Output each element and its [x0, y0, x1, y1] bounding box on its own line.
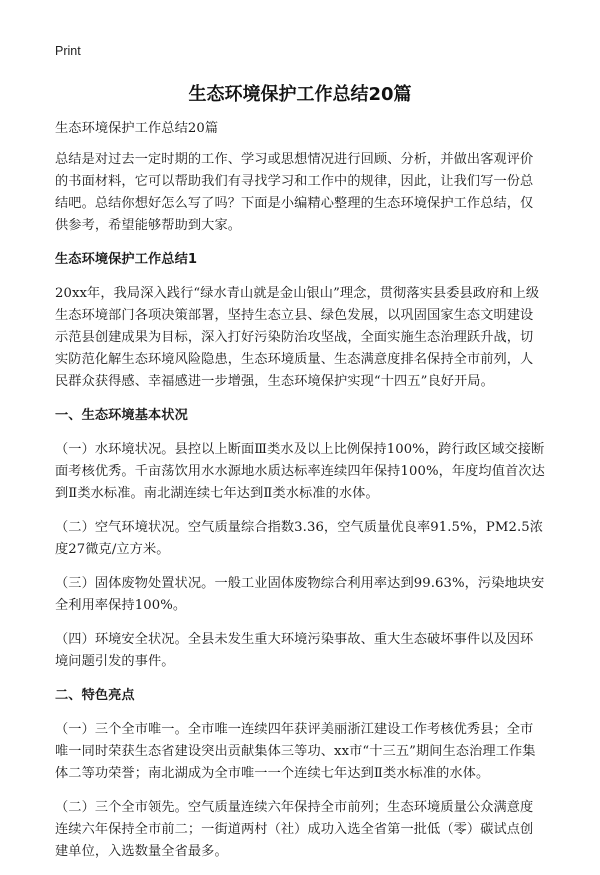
list-item: （二）三个全市领先。空气质量连续六年保持全市前列；生态环境质量公众满意度连续六年保持全市前二；一街道两村（社）成功入选全省第一批低（零）碳试点创建单位，入选数量全省最多。	[55, 800, 534, 859]
list-item: （四）环境安全状况。全县未发生重大环境污染事故、重大生态破坏事件以及因环境问题引发的事件。	[55, 632, 534, 669]
subsection-heading: 二、特色亮点	[55, 688, 135, 703]
intro-paragraph: 总结是对过去一定时期的工作、学习或思想情况进行回顾、分析，并做出客观评价的书面材料，它可以帮助我们有寻找学习和工作中的规律，因此，让我们写一份总结吧。总结你想好怎么写了吗？下面是小编精心整理的生态环境保护工作总结，仅供参考，希望能够帮助到大家。	[55, 152, 534, 233]
section-heading: 生态环境保护工作总结1	[55, 252, 198, 267]
print-link[interactable]: Print	[55, 44, 81, 58]
page-title: 生态环境保护工作总结20篇	[188, 84, 412, 105]
list-item: （二）空气环境状况。空气质量综合指数3.36，空气质量优良率91.5%，PM2.5浓度27微克/立方米。	[55, 520, 544, 557]
document-subtitle: 生态环境保护工作总结20篇	[55, 121, 219, 136]
subsection-heading: 一、生态环境基本状况	[55, 408, 188, 423]
list-item: （三）固体废物处置状况。一般工业固体废物综合利用率达到99.63%，污染地块安全利用率保持100%。	[55, 576, 545, 613]
list-item: （一）水环境状况。县控以上断面Ⅲ类水及以上比例保持100%，跨行政区域交接断面考核优秀。千亩荡饮用水水源地水质达标率连续四年保持100%，年度均值首次达到Ⅱ类水标准。南北湖连续七年达到Ⅱ类水标准的水体。	[55, 442, 545, 501]
section-paragraph: 20xx年，我局深入践行“绿水青山就是金山银山”理念，贯彻落实县委县政府和上级生态环境部门各项决策部署，坚持生态立县、绿色发展，以巩固国家生态文明建设示范县创建成果为目标，深入打好污染防治攻坚战，全面实施生态治理跃升战，切实防范化解生态环境风险隐患，生态环境质量、生态满意度排名保持全市前列，人民群众获得感、幸福感进一步增强，生态环境保护实现“十四五”良好开局。	[55, 286, 540, 389]
list-item: （一）三个全市唯一。全市唯一连续四年获评美丽浙江建设工作考核优秀县；全市唯一同时荣获生态省建设突出贡献集体三等功、xx市“十三五”期间生态治理工作集体二等功荣誉；南北湖成为全市唯一一个连续七年达到Ⅱ类水标准的水体。	[55, 722, 536, 781]
document-body	[55, 118, 545, 875]
